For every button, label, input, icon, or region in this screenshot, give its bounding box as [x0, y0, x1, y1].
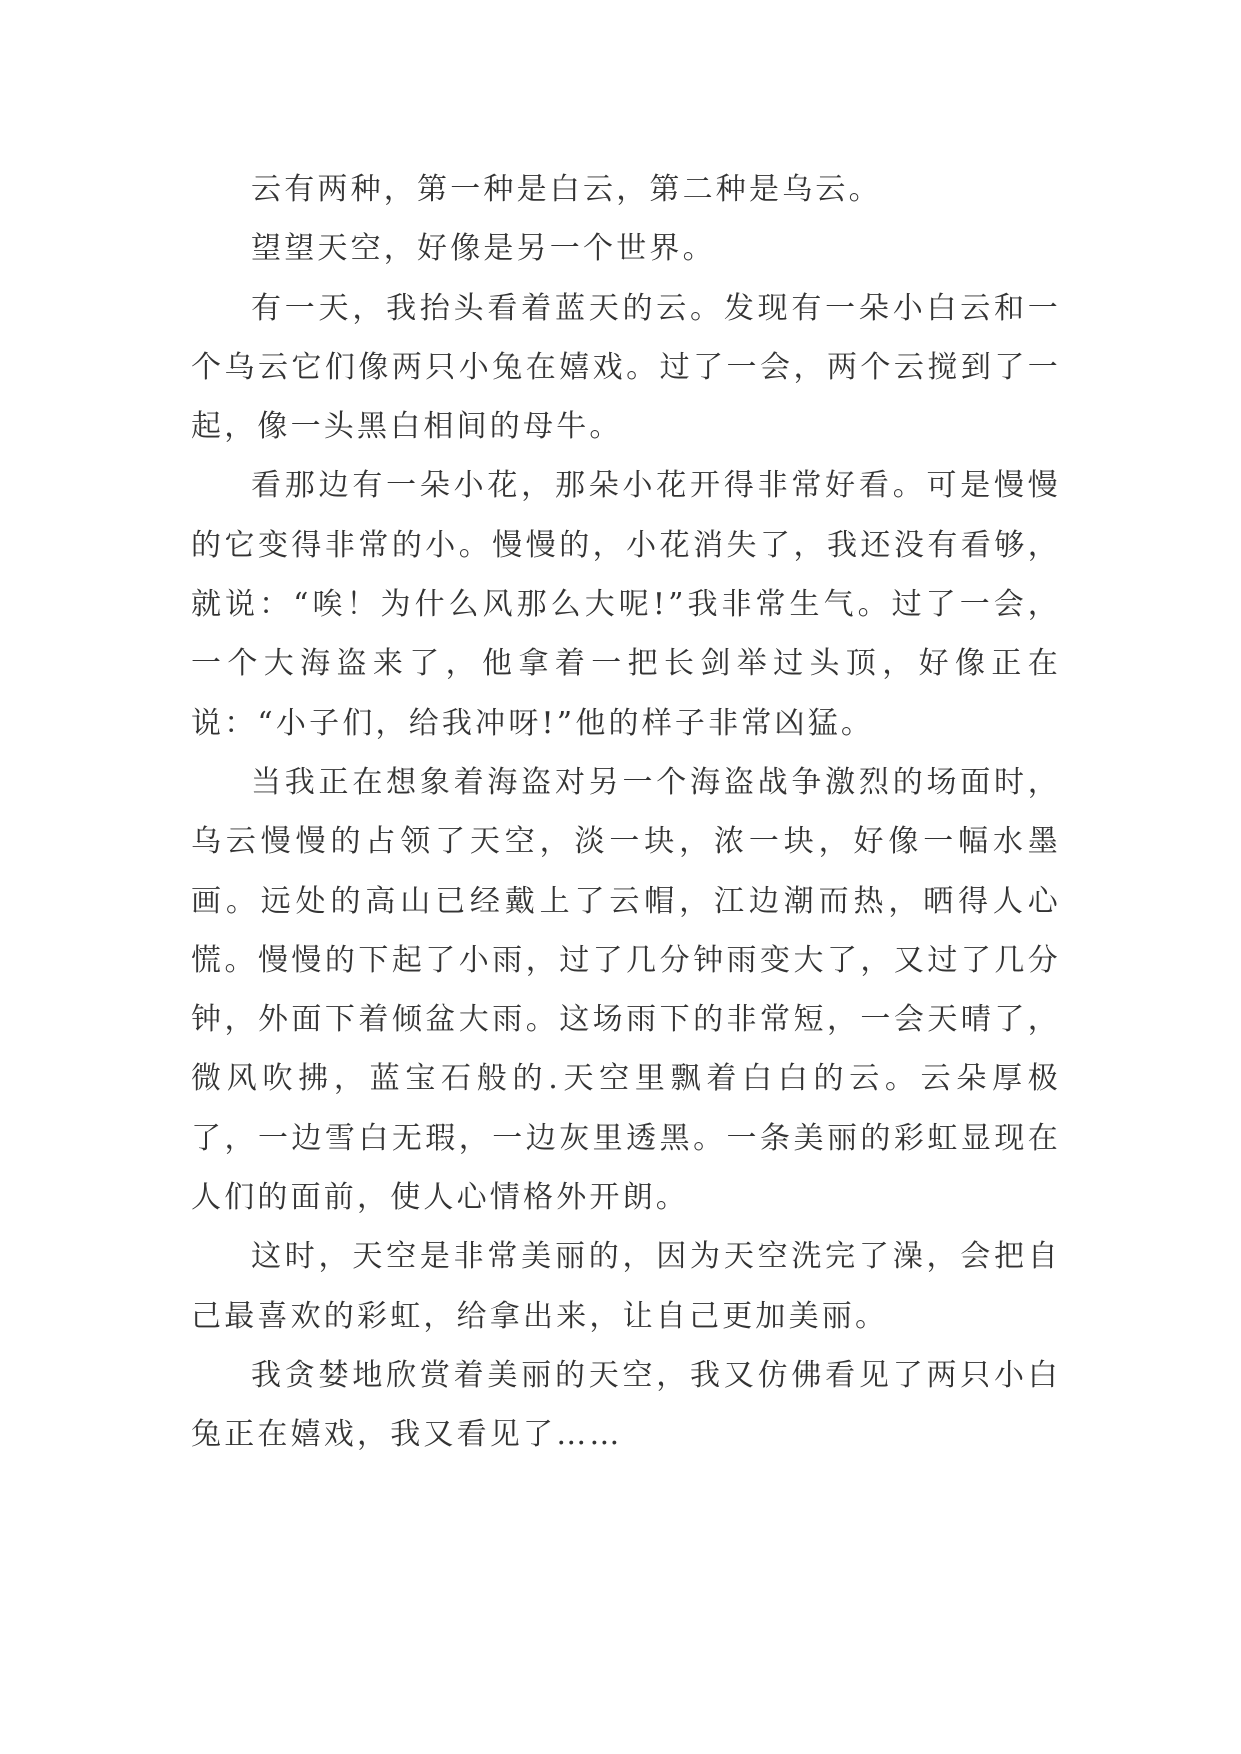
- document-body: [191, 160, 1061, 1465]
- paragraph-1: 云有两种，第一种是白云，第二种是乌云。: [251, 172, 882, 207]
- paragraph-2: 望望天空，好像是另一个世界。: [251, 231, 716, 267]
- paragraph-3: 有一天，我抬头看着蓝天的云。发现有一朵小白云和一个乌云它们像两只小兔在嬉戏。过了一会，两个云搅到了一起，像一头黑白相间的母牛。: [191, 290, 1061, 445]
- paragraph-5: 当我正在想象着海盗对另一个海盗战争激烈的场面时，乌云慢慢的占领了天空，淡一块，浓一块，好像一幅水墨画。远处的高山已经戴上了云帽，江边潮而热，晒得人心慌。慢慢的下起了小雨，过了几分钟雨变大了，又过了几分钟，外面下着倾盆大雨。这场雨下的非常短，一会天晴了，微风吹拂，蓝宝石般的.天空里飘着白白的云。云朵厚极了，一边雪白无瑕，一边灰里透黑。一条美丽的彩虹显现在人们的面前，使人心情格外开朗。: [191, 764, 1061, 1216]
- paragraph-7: 我贪婪地欣赏着美丽的天空，我又仿佛看见了两只小白兔正在嬉戏，我又看见了……: [191, 1357, 1061, 1453]
- paragraph-6: 这时，天空是非常美丽的，因为天空洗完了澡，会把自己最喜欢的彩虹，给拿出来，让自己更加美丽。: [191, 1239, 1061, 1334]
- paragraph-4: 看那边有一朵小花，那朵小花开得非常好看。可是慢慢的它变得非常的小。慢慢的，小花消失了，我还没有看够，就说：“唉！为什么风那么大呢!”我非常生气。过了一会，一个大海盗来了，他拿着一把长剑举过头顶，好像正在说：“小子们，给我冲呀!”他的样子非常凶猛。: [191, 468, 1061, 741]
